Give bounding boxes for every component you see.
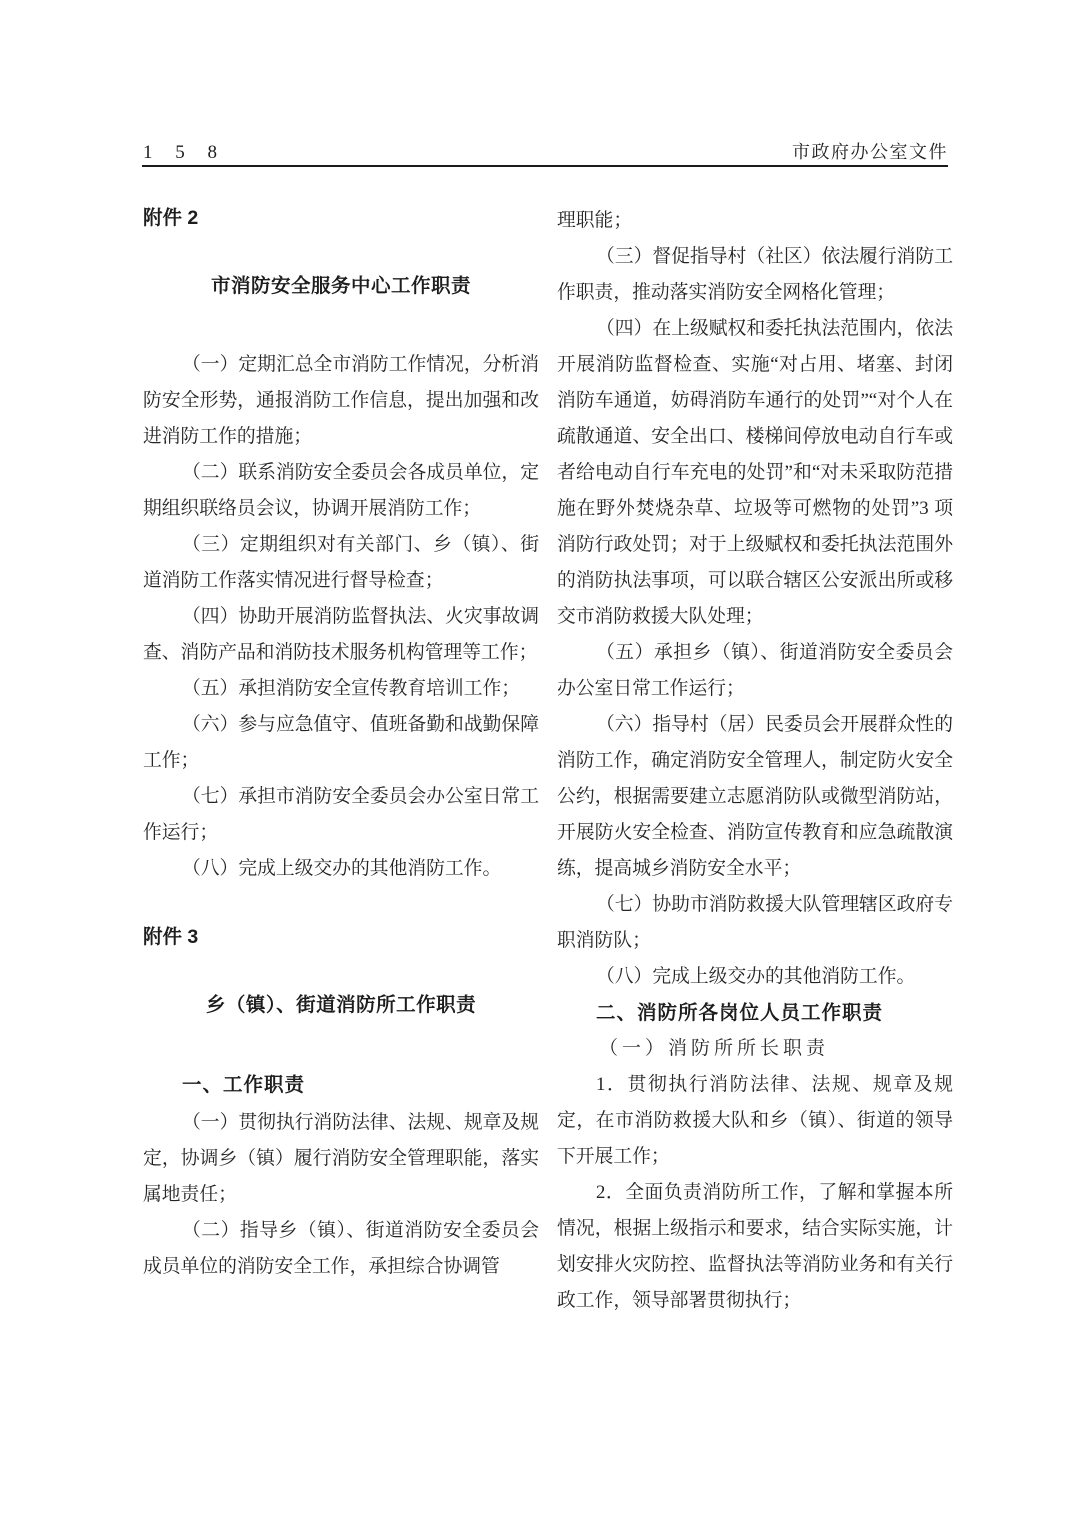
paragraph: （四）协助开展消防监督执法、火灾事故调查、消防产品和消防技术服务机构管理等工作； <box>143 606 539 663</box>
paragraph: （一）定期汇总全市消防工作情况，分析消防安全形势，通报消防工作信息，提出加强和改进消防工作的措施； <box>143 354 539 447</box>
section-title: 乡（镇）、街道消防所工作职责 <box>205 994 477 1016</box>
paragraph: （三）督促指导村（社区）依法履行消防工作职责，推动落实消防安全网格化管理； <box>557 246 953 303</box>
list-heading: 一、工作职责 <box>182 1074 306 1096</box>
paragraph: （六）指导村（居）民委员会开展群众性的消防工作，确定消防安全管理人，制定防火安全公约，根据需要建立志愿消防队或微型消防站，开展防火安全检查、消防宣传教育和应急疏散演练，提高城乡消防安全水平； <box>557 714 953 879</box>
paragraph: （一）贯彻执行消防法律、法规、规章及规定，协调乡（镇）履行消防安全管理职能，落实属地责任； <box>143 1112 539 1205</box>
role-subheading: （一）消防所所长职责 <box>599 1038 830 1059</box>
paragraph-continuation: 理职能； <box>557 210 633 231</box>
paragraph: （八）完成上级交办的其他消防工作。 <box>596 966 916 987</box>
paragraph: （二）指导乡（镇）、街道消防安全委员会成员单位的消防安全工作，承担综合协调管 <box>143 1220 539 1277</box>
attachment-label: 附件 3 <box>143 926 199 948</box>
paragraph: （七）协助市消防救援大队管理辖区政府专职消防队； <box>557 894 953 951</box>
left-column <box>143 0 539 1285</box>
paragraph: （六）参与应急值守、值班备勤和战勤保障工作； <box>143 714 539 771</box>
paragraph: （七）承担市消防安全委员会办公室日常工作运行； <box>143 786 539 843</box>
paragraph: （三）定期组织对有关部门、乡（镇）、街道消防工作落实情况进行督导检查； <box>143 534 539 591</box>
section-title: 市消防安全服务中心工作职责 <box>210 275 471 297</box>
page-number: 1 5 8 <box>143 142 226 163</box>
attachment-label: 附件 2 <box>143 207 199 229</box>
paragraph: （八）完成上级交办的其他消防工作。 <box>182 858 502 879</box>
paragraph: （四）在上级赋权和委托执法范围内，依法开展消防监督检查、实施“对占用、堵塞、封闭消防车通道，妨碍消防车通行的处罚”“对个人在疏散通道、安全出口、楼梯间停放电动自行车或者给电动自行车充电的处罚”和“对未采取防范措施在野外焚烧杂草、垃圾等可燃物的处罚”3 项消防行政处罚；对于上级赋权和委托执法范围外的消防执法事项，可以联合辖区公安派出所或移交市消防救援大队处理； <box>557 318 953 627</box>
list-heading: 二、消防所各岗位人员工作职责 <box>596 1002 884 1024</box>
paragraph: （五）承担消防安全宣传教育培训工作； <box>182 678 521 699</box>
header-doc-label: 市政府办公室文件 <box>792 142 948 162</box>
right-column <box>557 0 953 1319</box>
paragraph: 1．贯彻执行消防法律、法规、规章及规定，在市消防救援大队和乡（镇）、街道的领导下开展工作； <box>557 1074 953 1167</box>
paragraph: （二）联系消防安全委员会各成员单位，定期组织联络员会议，协调开展消防工作； <box>143 462 539 519</box>
paragraph: 2．全面负责消防所工作，了解和掌握本所情况，根据上级指示和要求，结合实际实施，计划安排火灾防控、监督执法等消防业务和有关行政工作，领导部署贯彻执行； <box>557 1182 953 1311</box>
paragraph: （五）承担乡（镇）、街道消防安全委员会办公室日常工作运行； <box>557 642 953 699</box>
